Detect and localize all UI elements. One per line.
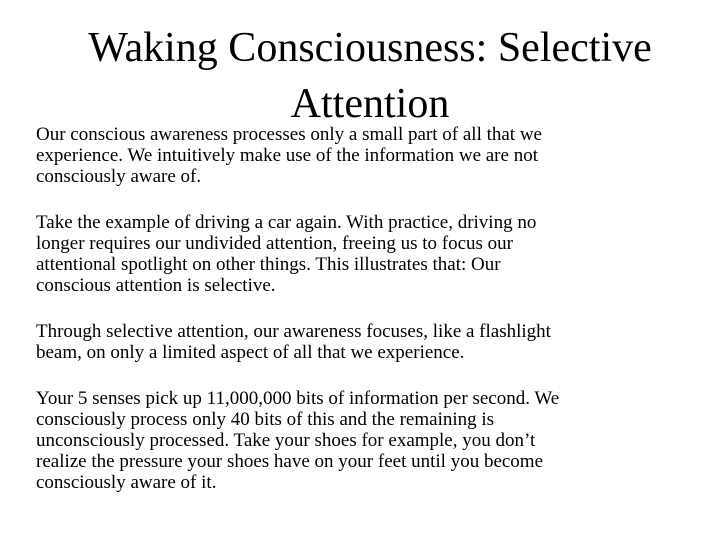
paragraph-awareness (36, 124, 696, 187)
title-line: Waking Consciousness: Selective (88, 25, 652, 71)
text-line: Take the example of driving a car again. With practice, driving no (36, 212, 537, 233)
text-line: Our conscious awareness processes only a small part of all that we (36, 124, 542, 145)
text-line: consciously aware of. (36, 166, 202, 187)
text-line: consciously aware of it. (36, 472, 217, 493)
text-line: attentional spotlight on other things. This illustrates that: Our (36, 254, 501, 275)
paragraph-driving-example (36, 212, 696, 296)
text-line: conscious attention is selective. (36, 275, 276, 296)
text-line: Through selective attention, our awareness focuses, like a flashlight (36, 321, 551, 342)
text-line: unconsciously processed. Take your shoes for example, you don’t (36, 430, 536, 451)
title-line: Attention (290, 81, 450, 127)
text-line: longer requires our undivided attention, freeing us to focus our (36, 233, 513, 254)
paragraph-senses (36, 388, 696, 493)
text-line: consciously process only 40 bits of this and the remaining is (36, 409, 495, 430)
slide-body (36, 124, 696, 518)
paragraph-flashlight (36, 321, 696, 363)
text-line: Your 5 senses pick up 11,000,000 bits of information per second. We (36, 388, 560, 409)
text-line: experience. We intuitively make use of the information we are not (36, 145, 538, 166)
slide-title (40, 20, 700, 132)
text-line: realize the pressure your shoes have on your feet until you become (36, 451, 544, 472)
text-line: beam, on only a limited aspect of all that we experience. (36, 342, 465, 363)
